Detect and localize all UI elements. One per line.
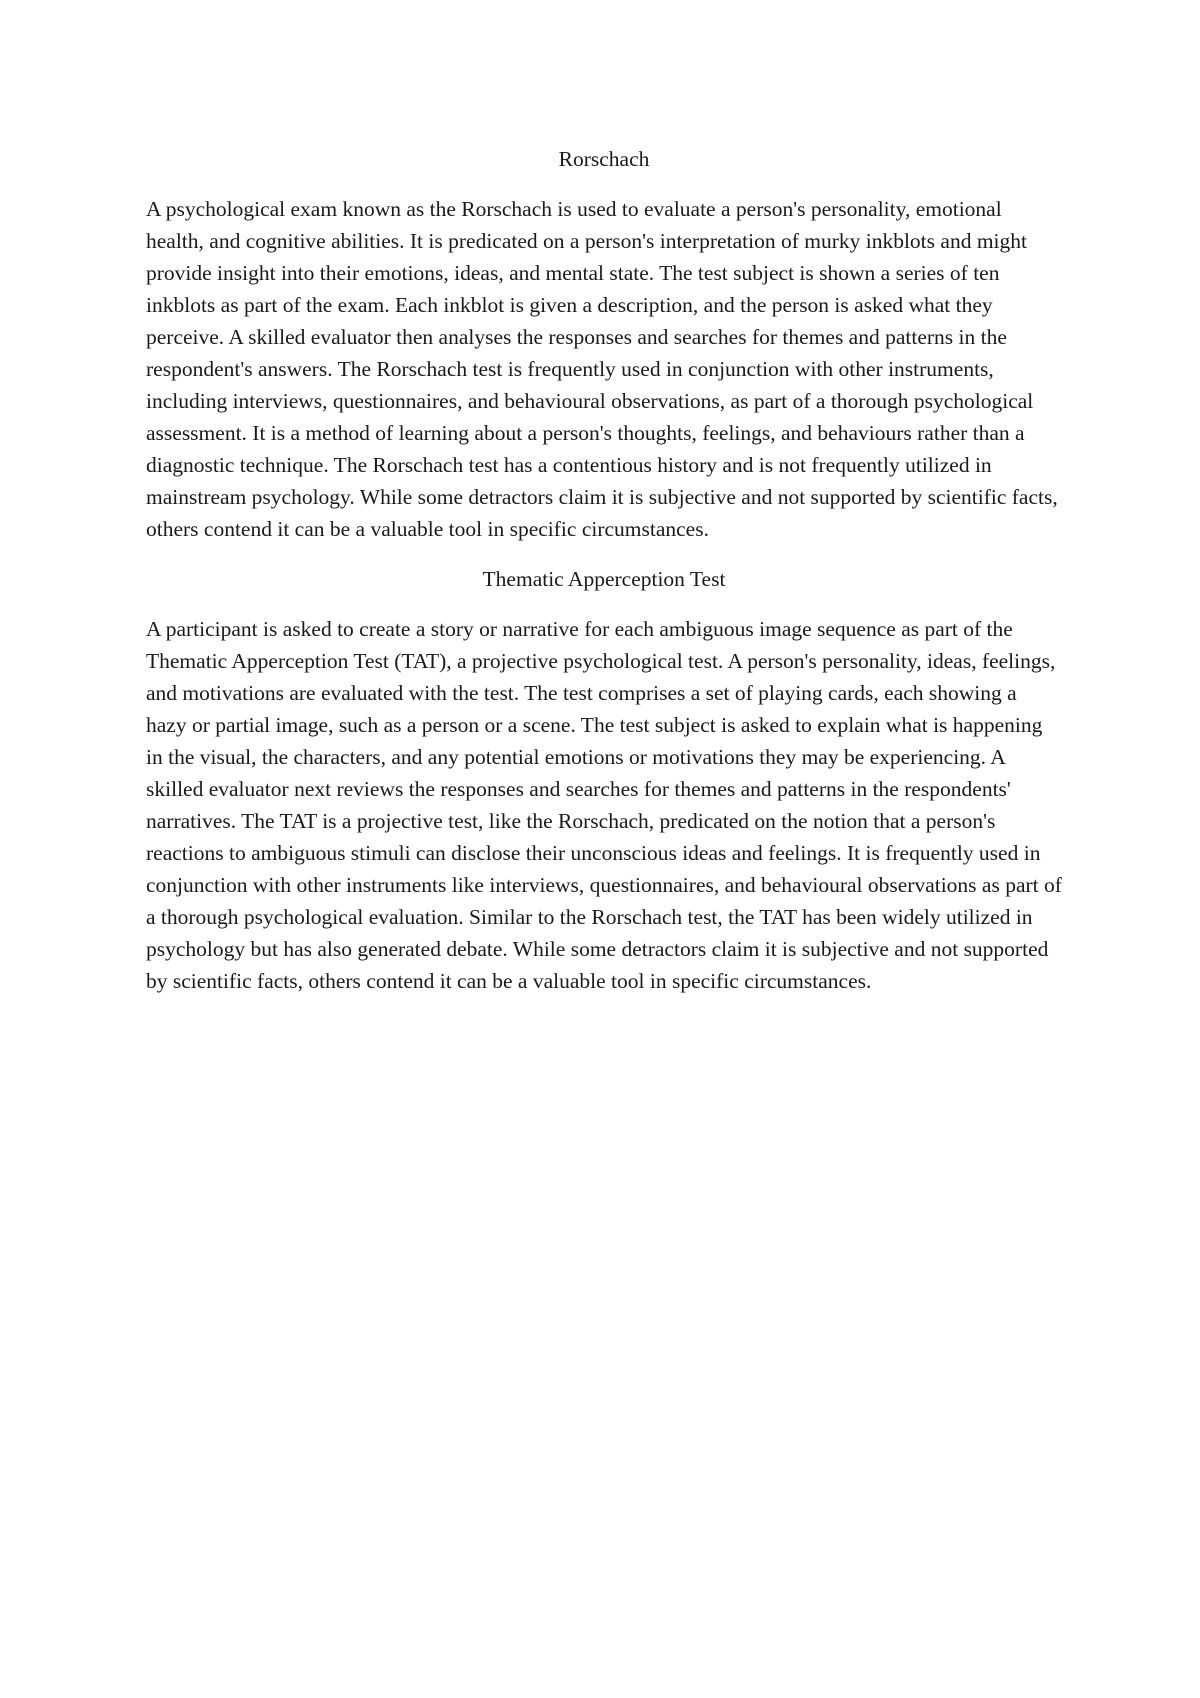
section-body-tat: A participant is asked to create a story or narrative for each ambiguous image sequence as part of the Thematic Apperception Test (TAT), a projective psychological test. A person's personality, ideas, feelings, and motivations are evaluated with the test. The test comprises a set of playing cards, each showing a hazy or partial image, such as a person or a scene. The test subject is asked to explain what is happening in the visual, the characters, and any potential emotions or motivations they may be experiencing. A skilled evaluator next reviews the responses and searches for themes and patterns in the respondents' narratives. The TAT is a projective test, like the Rorschach, predicated on the notion that a person's reactions to ambiguous stimuli can disclose their unconscious ideas and feelings. It is frequently used in conjunction with other instruments like interviews, questionnaires, and behavioural observations as part of a thorough psychological evaluation. Similar to the Rorschach test, the TAT has been widely utilized in psychology but has also generated debate. While some detractors claim it is subjective and not supported by scientific facts, others contend it can be a valuable tool in specific circumstances. xyxy=(146,617,1062,993)
document-content xyxy=(146,143,1062,997)
section-title-rorschach: Rorschach xyxy=(558,147,650,171)
section-body-rorschach: A psychological exam known as the Rorschach is used to evaluate a person's personality, emotional health, and cognitive abilities. It is predicated on a person's interpretation of murky inkblots and might provide insight into their emotions, ideas, and mental state. The test subject is shown a series of ten inkblots as part of the exam. Each inkblot is given a description, and the person is asked what they perceive. A skilled evaluator then analyses the responses and searches for themes and patterns in the respondent's answers. The Rorschach test is frequently used in conjunction with other instruments, including interviews, questionnaires, and behavioural observations, as part of a thorough psychological assessment. It is a method of learning about a person's thoughts, feelings, and behaviours rather than a diagnostic technique. The Rorschach test has a contentious history and is not frequently utilized in mainstream psychology. While some detractors claim it is subjective and not supported by scientific facts, others contend it can be a valuable tool in specific circumstances. xyxy=(146,197,1058,541)
section-title-tat: Thematic Apperception Test xyxy=(482,567,726,591)
